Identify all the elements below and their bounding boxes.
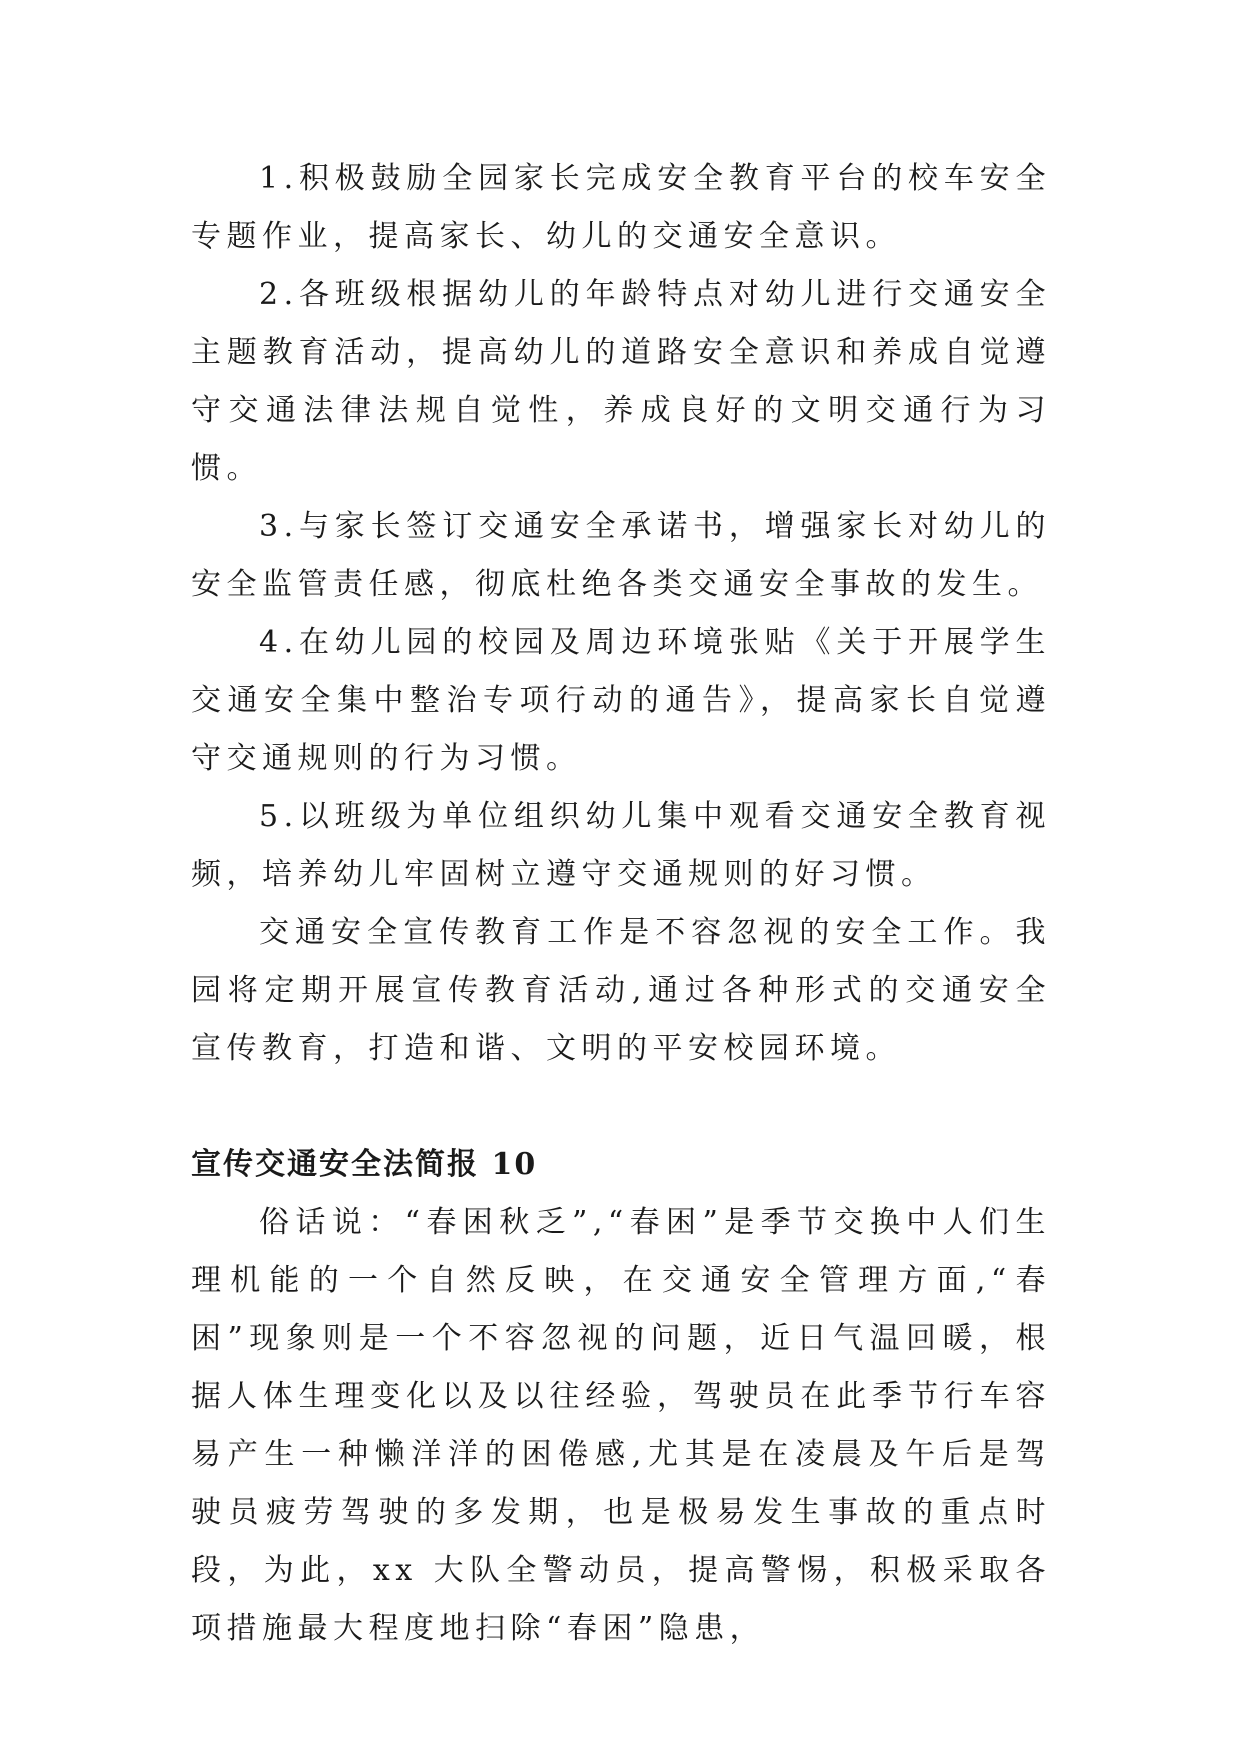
- paragraph-closing: 交通安全宣传教育工作是不容忽视的安全工作。我园将定期开展宣传教育活动,通过各种形式的交通安全宣传教育，打造和谐、文明的平安校园环境。: [191, 915, 1051, 1066]
- paragraph-item-4: 4.在幼儿园的校园及周边环境张贴《关于开展学生交通安全集中整治专项行动的通告》，提高家长自觉遵守交通规则的行为习惯。: [191, 625, 1051, 776]
- paragraph-item-1: 1.积极鼓励全园家长完成安全教育平台的校车安全专题作业，提高家长、幼儿的交通安全意识。: [191, 161, 1051, 254]
- section-title: 宣传交通安全法简报 10: [191, 1147, 538, 1182]
- paragraph-item-3: 3.与家长签订交通安全承诺书，增强家长对幼儿的安全监管责任感，彻底杜绝各类交通安全事故的发生。: [191, 509, 1051, 602]
- paragraph-body: 俗话说：“春困秋乏”,“春困”是季节交换中人们生理机能的一个自然反映，在交通安全管理方面,“春困”现象则是一个不容忽视的问题，近日气温回暖，根据人体生理变化以及以往经验，驾驶员在此季节行车容易产生一种懒洋洋的困倦感,尤其是在凌晨及午后是驾驶员疲劳驾驶的多发期，也是极易发生事故的重点时段，为此，xx 大队全警动员，提高警惕，积极采取各项措施最大程度地扫除“春困”隐患，: [191, 1205, 1051, 1646]
- paragraph-item-2: 2.各班级根据幼儿的年龄特点对幼儿进行交通安全主题教育活动，提高幼儿的道路安全意识和养成自觉遵守交通法律法规自觉性，养成良好的文明交通行为习惯。: [191, 277, 1051, 486]
- document-page: [191, 150, 1051, 1658]
- paragraph-item-5: 5.以班级为单位组织幼儿集中观看交通安全教育视频，培养幼儿牢固树立遵守交通规则的好习惯。: [191, 799, 1051, 892]
